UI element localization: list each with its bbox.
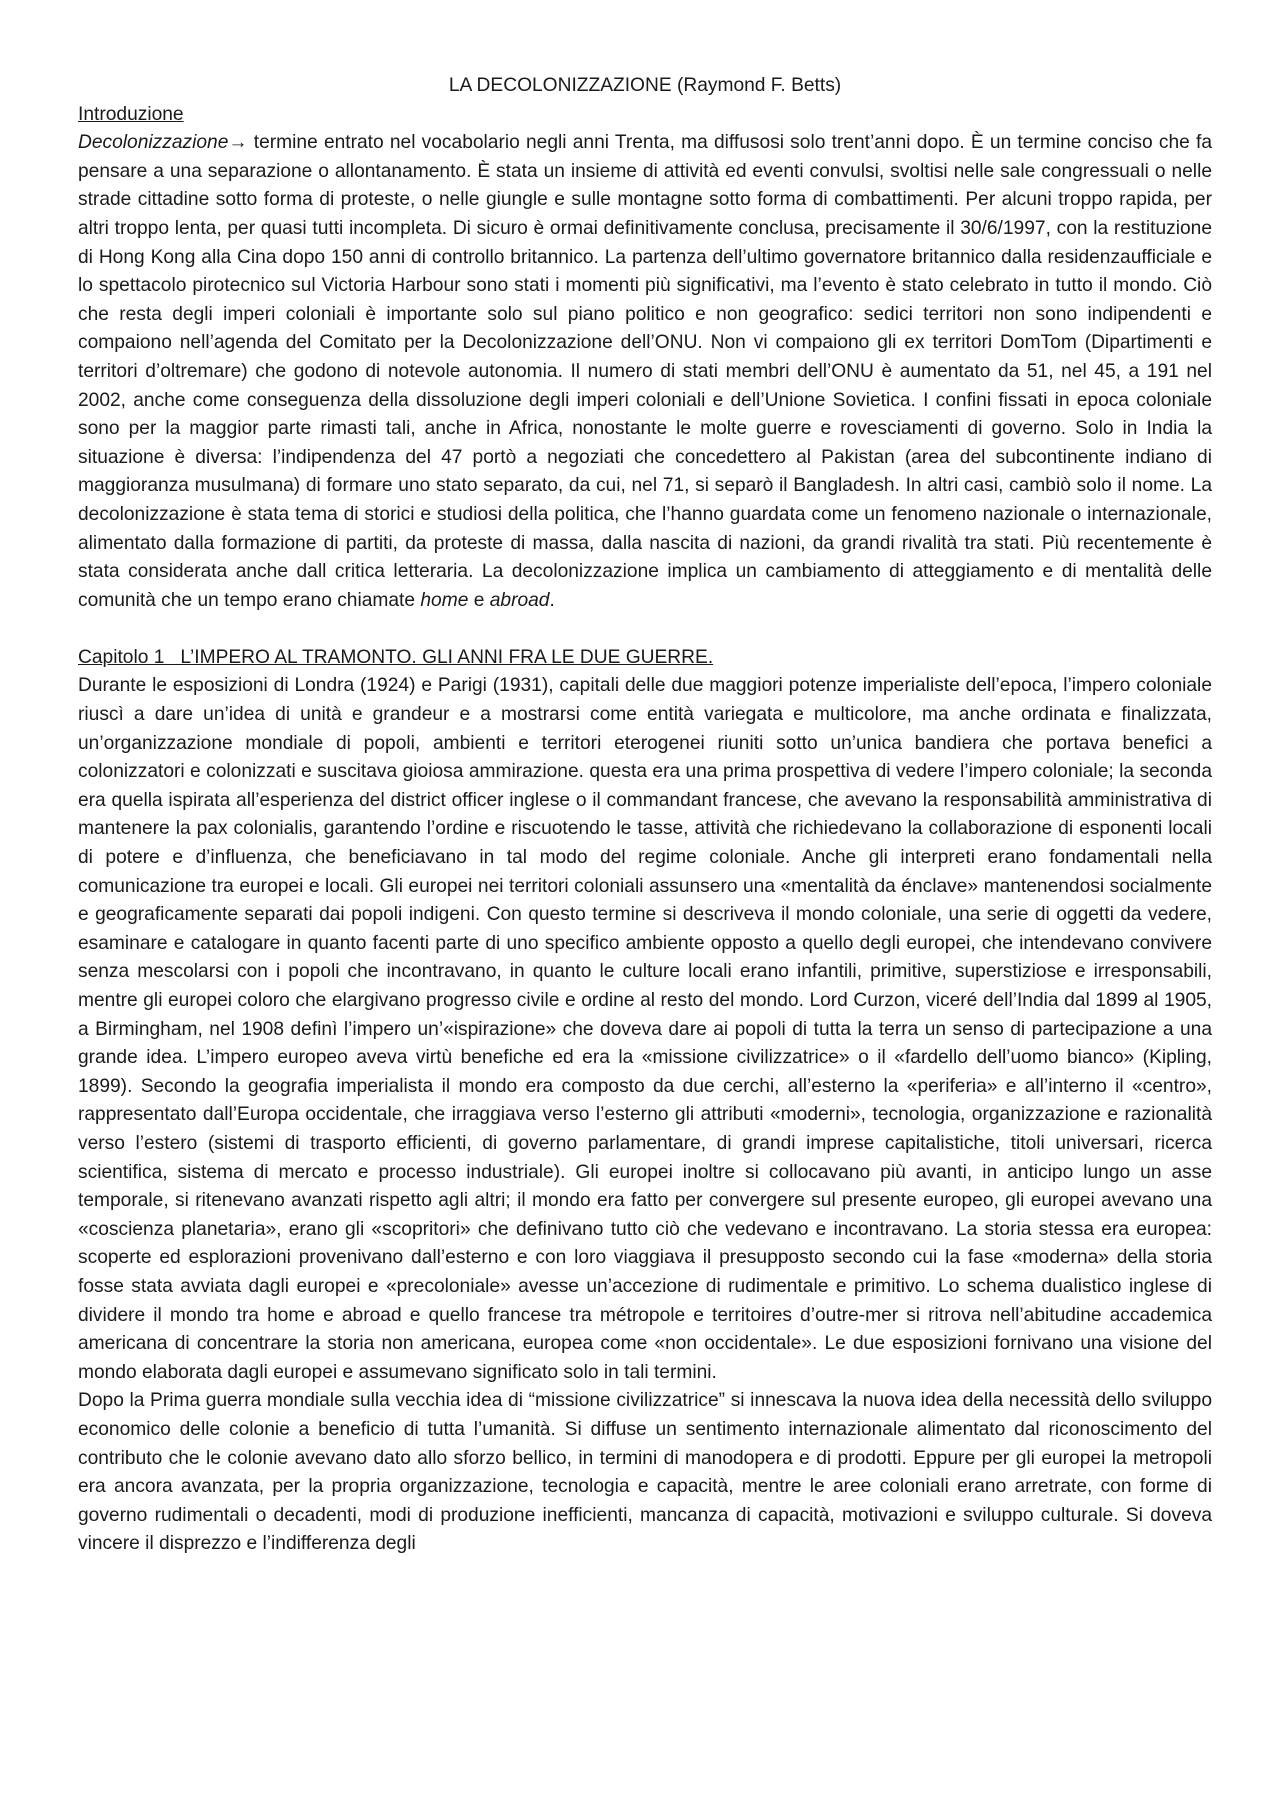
intro-word-abroad: abroad [489, 589, 550, 611]
intro-paragraph [78, 129, 1212, 615]
section-spacer [78, 615, 1212, 644]
chapter1-paragraph-1: Durante le esposizioni di Londra (1924) e Parigi (1931), capitali delle due maggiori potenze imperialiste dell’epoca, l’impero coloniale riuscì a dare un’idea di unità e grandeur e a mostrarsi come entità variegata e multicolore, ma anche ordinata e finalizzata, un’organizzazione mondiale di popoli, ambienti e territori eterogenei riuniti sotto un’unica bandiera che portava benefici a colonizzatori e colonizzati e suscitava gioiosa ammirazione. questa era una prima prospettiva di vedere l’impero coloniale; la seconda era quella ispirata all’esperienza del district officer inglese o il commandant francese, che avevano la responsabilità amministrativa di mantenere la pax colonialis, garantendo l’ordine e riscuotendo le tasse, attività che richiedevano la collaborazione di esponenti locali di potere e d’influenza, che beneficiavano in tal modo del regime coloniale. Anche gli interpreti erano fondamentali nella comunicazione tra europei e locali. Gli europei nei territori coloniali assunsero una «mentalità da énclave» mantenendosi socialmente e geograficamente separati dai popoli indigeni. Con questo termine si descriveva il mondo coloniale, una serie di oggetti da vedere, esaminare e catalogare in quanto facenti parte di uno specifico ambiente opposto a quello degli europei, che intendevano convivere senza mescolarsi con i popoli che incontravano, in quanto le culture locali erano infantili, primitive, superstiziose e irresponsabili, mentre gli europei coloro che elargivano progresso civile e ordine al resto del mondo. Lord Curzon, viceré dell’India dal 1899 al 1905, a Birmingham, nel 1908 definì l’impero un’«ispirazione» che doveva dare ai popoli di tutta la terra un senso di partecipazione a una grande idea. L’impero europeo aveva virtù benefiche ed era la «missione civilizzatrice» o il «fardello dell’uomo bianco» (Kipling, 1899). Secondo la geografia imperialista il mondo era composto da due cerchi, all’esterno la «periferia» e all’interno il «centro», rappresentato dall’Europa occidentale, che irraggiava verso l’esterno gli attributi «moderni», tecnologia, organizzazione e razionalità verso l’estero (sistemi di trasporto efficienti, di governo parlamentare, di grandi imprese capitalistiche, titoli universari, ricerca scientifica, sistema di mercato e processo industriale). Gli europei inoltre si collocavano più avanti, in anticipo lungo un asse temporale, si ritenevano avanzati rispetto agli altri; il mondo era fatto per convergere sul presente europeo, gli europei avevano una «coscienza planetaria», erano gli «scopritori» che definivano tutto ciò che vedevano e incontravano. La storia stessa era europea: scoperte ed esplorazioni provenivano dall’esterno e con loro viaggiava il presupposto secondo cui la fase «moderna» della storia fosse stata avviata dagli europei e «precoloniale» avesse un’accezione di rudimentale e primitivo. Lo schema dualistico inglese di dividere il mondo tra home e abroad e quello francese tra métropole e territoires d’outre-mer si ritrova nell’abitudine accademica americana di concentrare la storia non americana, europea come «non occidentale». Le due esposizioni fornivano una visione del mondo elaborata dagli europei e assumevano significato solo in tali termini. [78, 675, 1212, 1383]
document-page [78, 72, 1212, 1559]
intro-conj: e [468, 589, 490, 611]
intro-body: termine entrato nel vocabolario negli anni Trenta, ma diffusosi solo trent’anni dopo. È un termine conciso che fa pensare a una separazione o allontanamento. È stata un insieme di attività ed eventi convulsi, svoltisi nelle sale congressuali o nelle strade cittadine sotto forma di proteste, o nelle giungle e sulle montagne sotto forma di combattimenti. Per alcuni troppo rapida, per altri troppo lenta, per quasi tutti incompleta. Di sicuro è ormai definitivamente conclusa, precisamente il 30/6/1997, con la restituzione di Hong Kong alla Cina dopo 150 anni di controllo britannico. La partenza dell’ultimo governatore britannico dalla residenzaufficiale e lo spettacolo pirotecnico sul Victoria Harbour sono stati i momenti più significativi, ma l’evento è stato celebrato in tutto il mondo. Ciò che resta degli imperi coloniali è importante solo sul piano politico e non geografico: sedici territori non sono indipendenti e compaiono nell’agenda del Comitato per la Decolonizzazione dell’ONU. Non vi compaiono gli ex territori DomTom (Dipartimenti e territori d’oltremare) che godono di notevole autonomia. Il numero di stati membri dell’ONU è aumentato da 51, nel 45, a 191 nel 2002, anche come conseguenza della dissoluzione degli imperi coloniali e dell’Unione Sovietica. I confini fissati in epoca coloniale sono per la maggior parte rimasti tali, anche in Africa, nonostante le molte guerre e rovesciamenti di governo. Solo in India la situazione è diversa: l’indipendenza del 47 portò a negoziati che concedettero al Pakistan (area del subcontinente indiano di maggioranza musulmana) di formare uno stato separato, da cui, nel 71, si separò il Bangladesh. In altri casi, cambiò solo il nome. La decolonizzazione è stata tema di storici e studiosi della politica, che l’hanno guardata come un fenomeno nazionale o internazionale, alimentato dalla formazione di partiti, da proteste di massa, dalla nascita di nazioni, da grandi rivalità tra stati. Più recentemente è stata considerata anche dall critica letteraria. La decolonizzazione implica un cambiamento di atteggiamento e di mentalità delle comunità che un tempo erano chiamate [78, 132, 1212, 611]
intro-heading: Introduzione [78, 103, 184, 125]
chapter1-paragraph-2: Dopo la Prima guerra mondiale sulla vecchia idea di “missione civilizzatrice” si innescava la nuova idea della necessità dello sviluppo economico delle colonie a beneficio di tutta l’umanità. Si diffuse un sentimento internazionale alimentato dal riconoscimento del contributo che le colonie avevano dato allo sforzo bellico, in termini di manodopera e di prodotti. Eppure per gli europei la metropoli era ancora avanzata, per la propria organizzazione, tecnologia e capacità, mentre le aree coloniali erano arretrate, con forme di governo rudimentali o decadenti, modi di produzione inefficienti, mancanza di capacità, motivazioni e sviluppo culturale. Si doveva vincere il disprezzo e l’indifferenza degli [78, 1390, 1212, 1555]
document-title: LA DECOLONIZZAZIONE (Raymond F. Betts) [448, 75, 842, 96]
intro-term: Decolonizzazione [78, 132, 229, 154]
intro-end: . [549, 589, 555, 611]
intro-word-home: home [420, 589, 469, 611]
chapter1-heading: Capitolo 1 L’IMPERO AL TRAMONTO. GLI ANNI FRA LE DUE GUERRE. [78, 646, 714, 668]
arrow-glyph: → [228, 132, 248, 154]
